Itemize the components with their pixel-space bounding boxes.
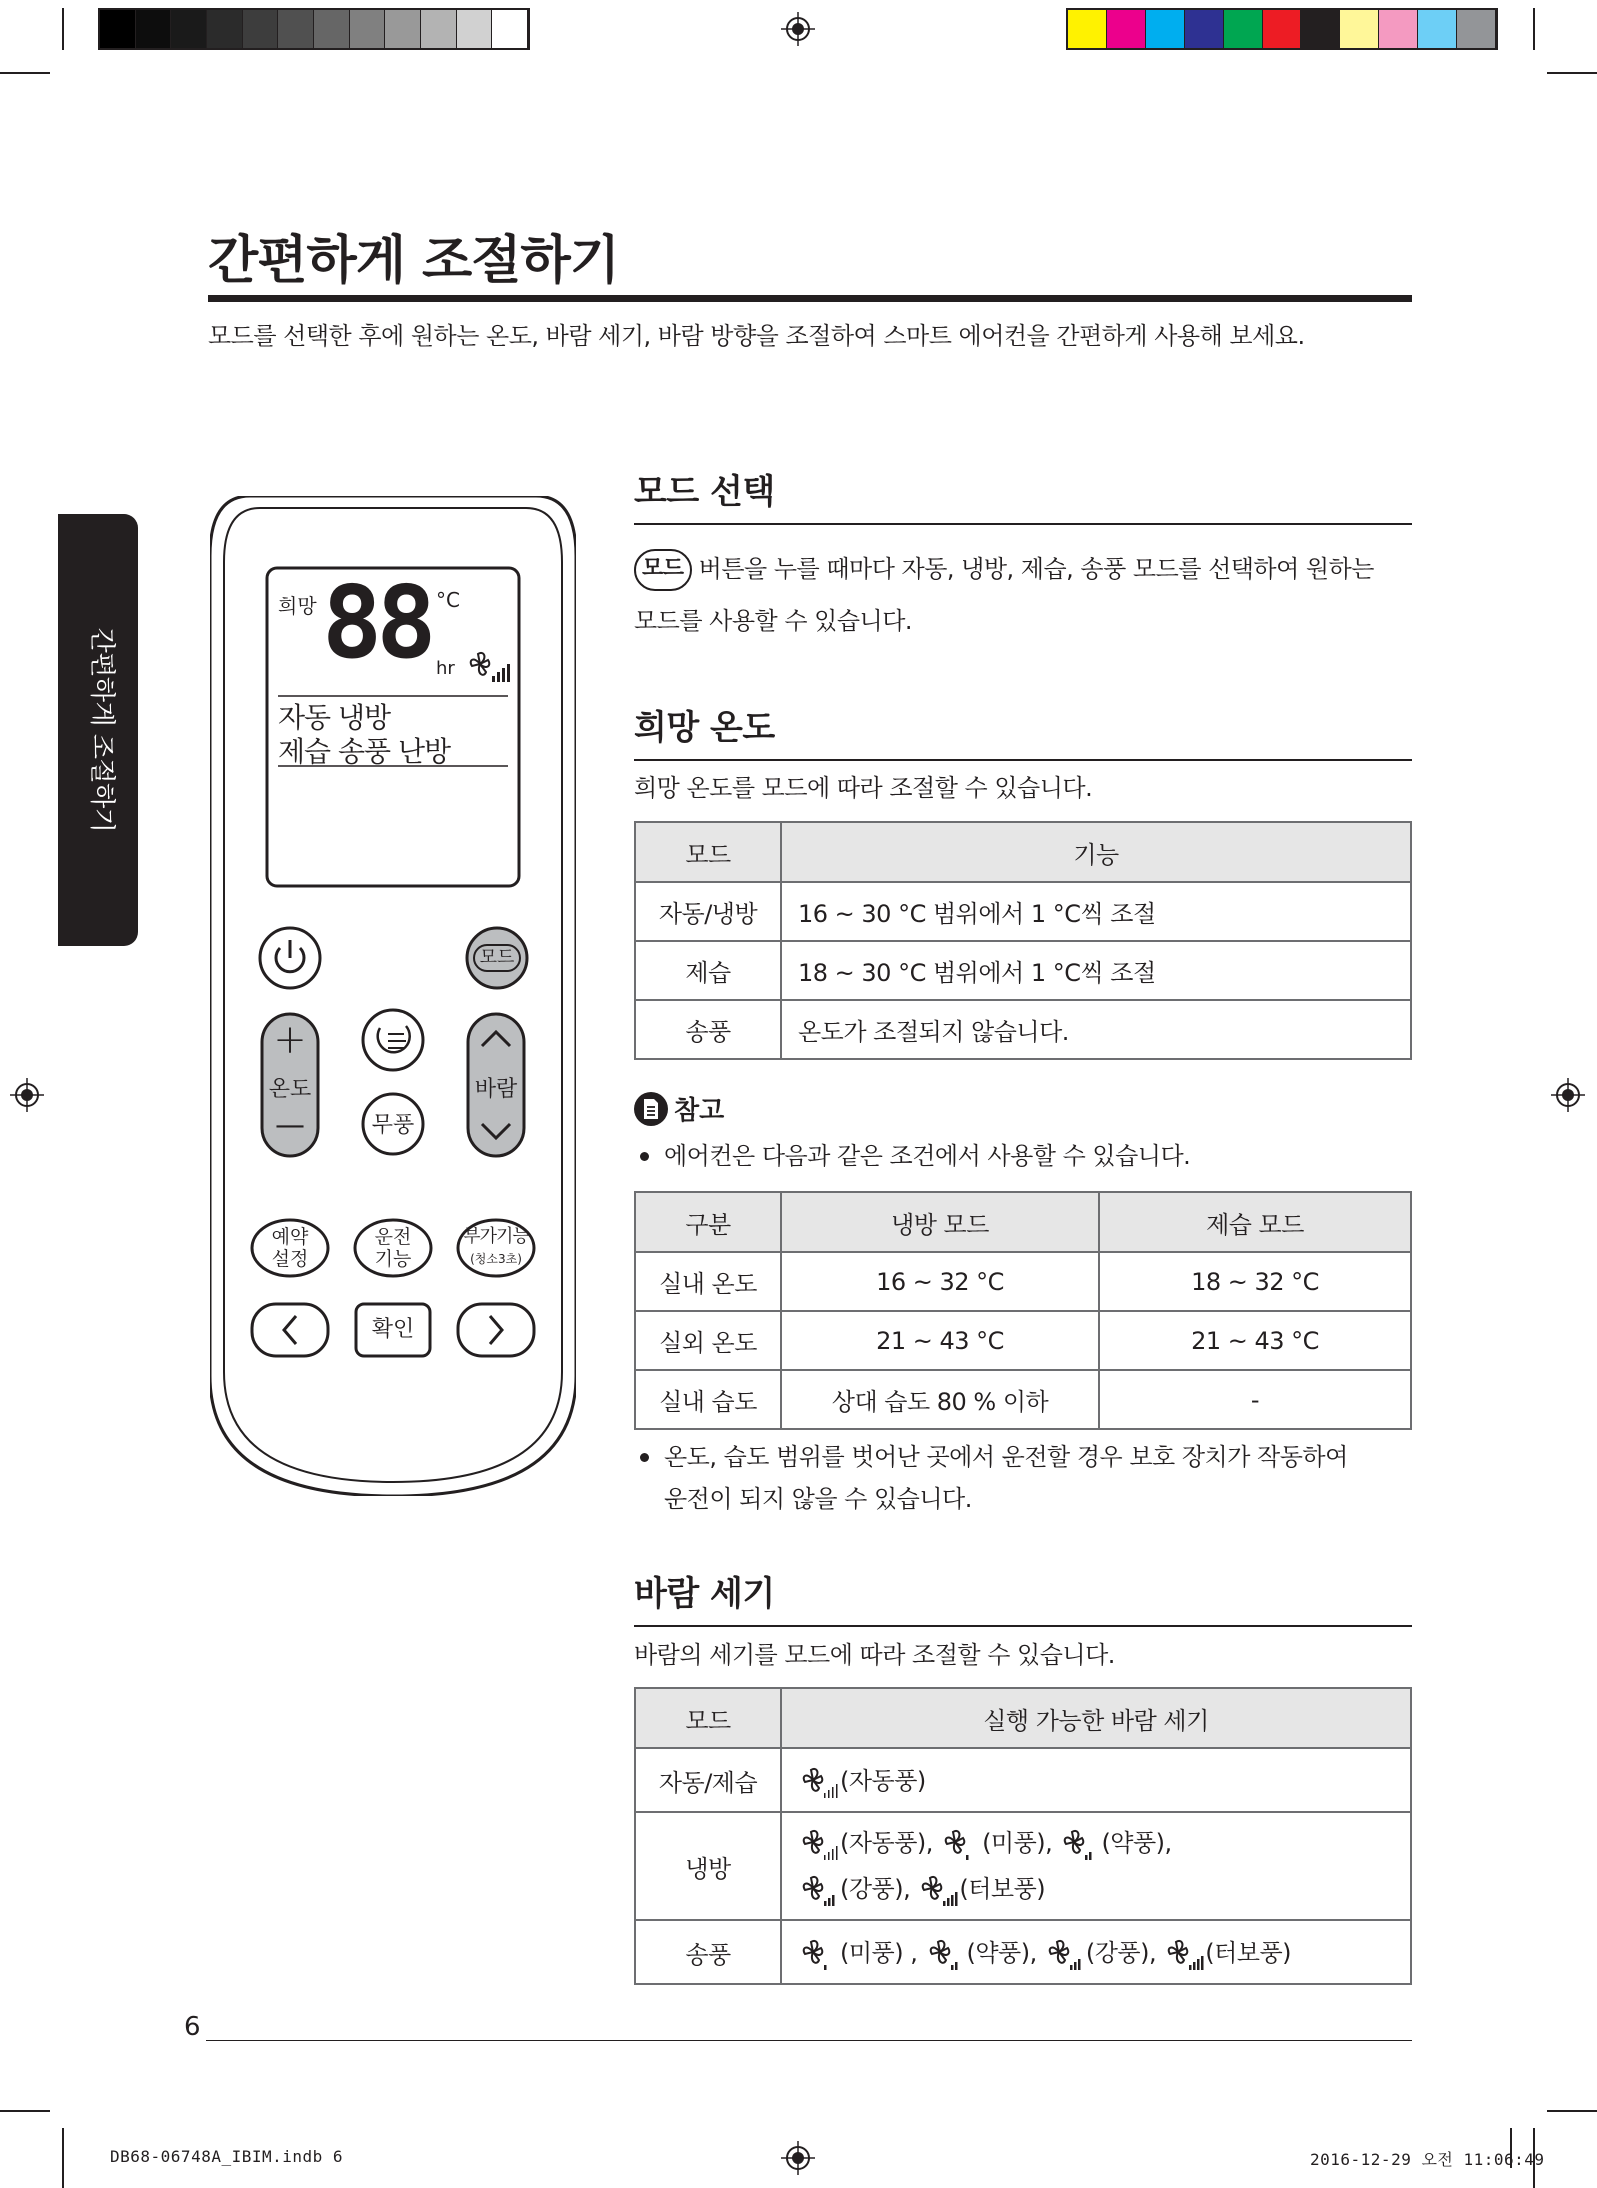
color-swatch [492,10,528,48]
table-cell: 21 ~ 43 °C [1099,1311,1411,1370]
operate-button[interactable] [355,1226,431,1270]
color-swatch [278,10,314,48]
table-cell [781,1812,1411,1920]
desired-temp-table [634,821,1412,1060]
table-header-cell: 모드 [635,1688,781,1748]
table-cell: 자동/냉방 [635,882,781,941]
page-number: 6 [184,2012,201,2042]
table-header-cell: 모드 [635,822,781,882]
reserve-button[interactable] [252,1226,328,1270]
color-swatch [1457,10,1496,48]
color-swatch [1068,10,1107,48]
table-cell: 16 ~ 30 °C 범위에서 1 °C씩 조절 [781,882,1411,941]
display-modes-line2: 제습 송풍 난방 [278,735,451,768]
color-swatch [350,10,386,48]
registration-mark-icon [10,1078,44,1112]
table-cell [781,1920,1411,1984]
table-row [635,1370,1411,1429]
table-cell: 실내 온도 [635,1252,781,1311]
table-cell: 18 ~ 30 °C 범위에서 1 °C씩 조절 [781,941,1411,1000]
desired-temp-heading: 희망 온도 [634,700,1412,761]
grayscale-color-bar [98,8,530,50]
table-cell: 제습 [635,941,781,1000]
table-row [635,1920,1411,1984]
note-bullet-2 [634,1436,1412,1520]
windfree-button[interactable]: 무풍 [371,1113,415,1138]
table-row [635,1252,1411,1311]
table-row [635,882,1411,941]
remote-control-illustration [210,496,576,1496]
table-cell: 상대 습도 80 % 이하 [781,1370,1099,1429]
display-digits: 88 [322,564,431,681]
fan-low-icon [798,1937,840,1971]
table-cell: 16 ~ 32 °C [781,1252,1099,1311]
right-arrow-button[interactable] [458,1304,534,1356]
crop-mark [1533,8,1535,50]
reserve-label-2: 설정 [271,1248,309,1270]
table-row [635,1311,1411,1370]
wind-option-label: (자동풍) [840,1767,926,1795]
note-bullet-2-line2: 운전이 되지 않을 수 있습니다. [664,1485,972,1513]
left-arrow-button[interactable] [252,1304,328,1356]
power-button[interactable] [260,928,320,988]
color-swatch [136,10,172,48]
note-document-icon [634,1092,668,1126]
extra-function-button[interactable] [456,1226,536,1270]
title-rule [208,295,1412,302]
wind-option-label: (강풍), [1085,1939,1157,1967]
fan-mid-icon [1059,1827,1101,1861]
process-color-bar [1066,8,1498,50]
wind-option-label: (약풍), [1101,1829,1172,1857]
confirm-button[interactable]: 확인 [371,1317,415,1342]
color-swatch [1418,10,1457,48]
fan-turbo-icon [917,1873,959,1907]
crop-mark [62,8,64,50]
color-swatch [314,10,350,48]
display-hr: hr [436,658,455,679]
mode-button-inline-icon: 모드 [634,549,692,591]
mode-select-heading: 모드 선택 [634,464,1412,525]
table-header-cell: 제습 모드 [1099,1192,1411,1252]
wind-option-label: (미풍), [982,1829,1053,1857]
footer-rule [206,2040,1412,2041]
wind-option-label: (터보풍) [959,1875,1046,1903]
display-hope-label: 희망 [278,594,317,618]
crop-mark [1547,72,1597,74]
color-swatch [457,10,493,48]
color-swatch [100,10,136,48]
table-cell: 실외 온도 [635,1311,781,1370]
color-swatch [1340,10,1379,48]
note-heading [634,1090,1412,1127]
crop-mark [0,2110,50,2112]
table-cell: 송풍 [635,1920,781,1984]
operate-label-2: 기능 [374,1248,412,1270]
color-swatch [1224,10,1263,48]
print-slug-file: DB68-06748A_IBIM.indb 6 [110,2147,344,2166]
intro-text: 모드를 선택한 후에 원하는 온도, 바람 세기, 바람 방향을 조절하여 스마트 에어컨을 간편하게 사용해 보세요. [208,322,1305,350]
temp-up-button[interactable]: + [273,1017,307,1063]
table-row [635,1812,1411,1920]
fan-auto-icon [798,1765,840,1799]
color-swatch [1301,10,1340,48]
color-swatch [385,10,421,48]
table-header-row [635,1192,1411,1252]
color-swatch [1146,10,1185,48]
table-cell: 실내 습도 [635,1370,781,1429]
reserve-label-1: 예약 [271,1226,309,1248]
mode-button[interactable]: 모드 [479,947,515,968]
mode-select-section [634,464,1412,647]
wind-option-label: (강풍), [840,1875,911,1903]
registration-mark-icon [781,12,815,46]
temp-label: 온도 [268,1077,312,1102]
fan-mid-icon [925,1937,967,1971]
desired-temp-desc: 희망 온도를 모드에 따라 조절할 수 있습니다. [634,774,1093,802]
color-swatch [1263,10,1302,48]
table-header-cell: 구분 [635,1192,781,1252]
fan-auto-icon [798,1827,840,1861]
note-bullet-1: 에어컨은 다음과 같은 조건에서 사용할 수 있습니다. [634,1135,1412,1177]
table-header-row [635,822,1411,882]
operating-conditions-table [634,1191,1412,1430]
table-cell [781,1748,1411,1812]
table-cell: 온도가 조절되지 않습니다. [781,1000,1411,1059]
print-slug-date: 2016-12-29 오전 11:06:49 [1310,2150,1545,2169]
fan-low-icon [940,1827,982,1861]
wind-speed-desc: 바람의 세기를 모드에 따라 조절할 수 있습니다. [634,1641,1115,1669]
wind-option-label: (약풍), [966,1939,1037,1967]
table-cell: 21 ~ 43 °C [781,1311,1099,1370]
table-row [635,1000,1411,1059]
mode-select-line1: 버튼을 누를 때마다 자동, 냉방, 제습, 송풍 모드를 선택하여 원하는 [698,555,1374,583]
table-cell: 냉방 [635,1812,781,1920]
table-row [635,941,1411,1000]
display-modes-line1: 자동 냉방 [278,701,391,734]
color-swatch [421,10,457,48]
table-header-cell: 기능 [781,822,1411,882]
table-cell: 자동/제습 [635,1748,781,1812]
table-row [635,1748,1411,1812]
wind-option-label: (터보풍) [1205,1939,1292,1967]
operate-label-1: 운전 [374,1226,412,1248]
color-swatch [171,10,207,48]
color-swatch [243,10,279,48]
table-cell: - [1099,1370,1411,1429]
note-bullet-2-line1: 온도, 습도 범위를 벗어난 곳에서 운전할 경우 보호 장치가 작동하여 [664,1443,1348,1471]
color-swatch [1185,10,1224,48]
fan-high-icon [798,1873,840,1907]
table-cell: 18 ~ 32 °C [1099,1252,1411,1311]
temp-down-button[interactable]: — [275,1108,305,1143]
table-header-cell: 실행 가능한 바람 세기 [781,1688,1411,1748]
wind-speed-heading: 바람 세기 [634,1566,1412,1627]
color-swatch [1107,10,1146,48]
extra-label-1: 부가기능 [463,1226,529,1247]
swing-button[interactable] [363,1010,423,1070]
crop-mark [0,72,50,74]
note-section [634,1090,1412,1520]
registration-mark-icon [1551,1078,1585,1112]
wind-option-label: (미풍) , [840,1939,918,1967]
fan-high-icon [1044,1937,1086,1971]
desired-temp-section [634,700,1412,1060]
table-header-cell: 냉방 모드 [781,1192,1099,1252]
registration-mark-icon [781,2141,815,2175]
crop-mark [62,2128,64,2188]
note-heading-label: 참고 [674,1096,725,1126]
color-swatch [1379,10,1418,48]
mode-select-text [634,543,1412,647]
fan-turbo-icon [1163,1937,1205,1971]
display-fan-icon [464,648,512,686]
wind-speed-table [634,1687,1412,1985]
crop-mark [1547,2110,1597,2112]
chapter-side-tab-label: 간편하게 조절하기 [86,627,117,833]
table-header-row [635,1688,1411,1748]
color-swatch [207,10,243,48]
page-title: 간편하게 조절하기 [208,231,619,291]
wind-speed-section [634,1566,1412,1985]
wind-label: 바람 [474,1077,518,1102]
wind-option-label: (자동풍), [840,1829,933,1857]
extra-label-2: (청소3초) [470,1252,522,1266]
mode-select-line2: 모드를 사용할 수 있습니다. [634,607,913,635]
display-celsius: °C [436,588,460,612]
table-cell: 송풍 [635,1000,781,1059]
